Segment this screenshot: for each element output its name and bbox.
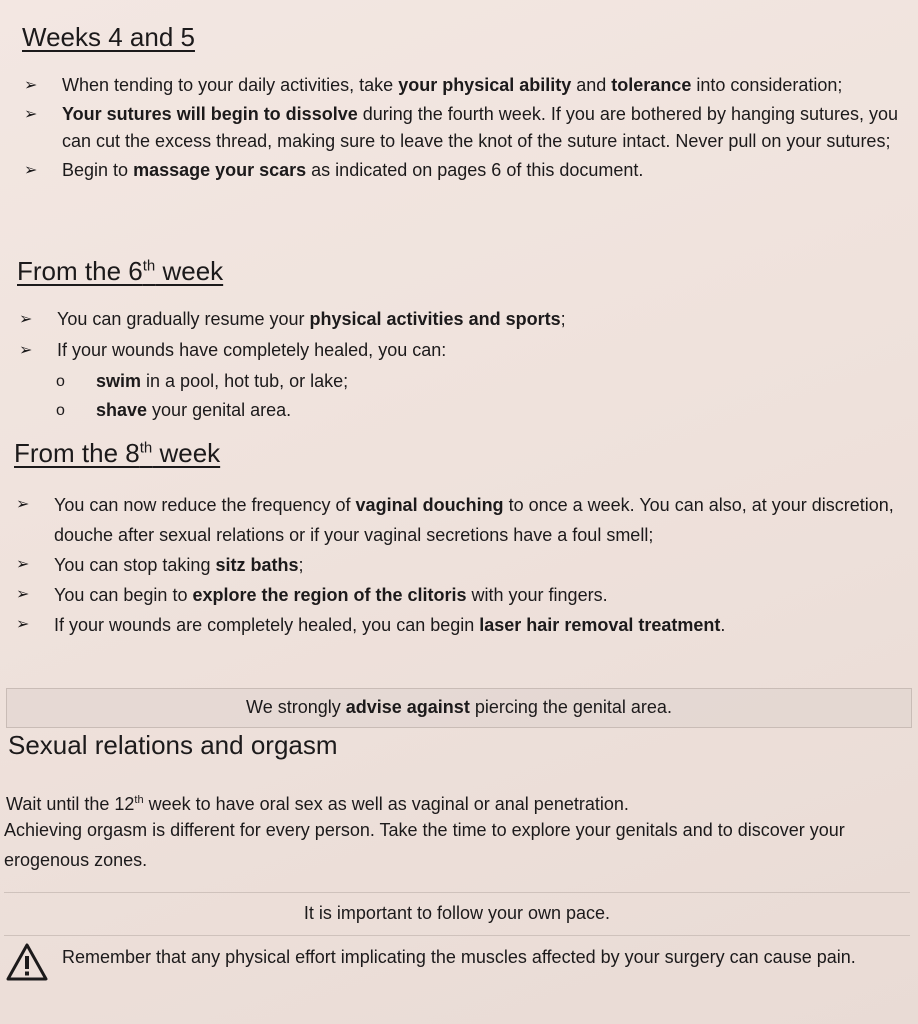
arrow-bullet-icon: ➢	[19, 311, 33, 328]
arrow-bullet-icon: ➢	[19, 342, 33, 359]
list-item: ➢ When tending to your daily activities, take your physical ability and tolerance into consideration;	[22, 72, 902, 99]
weeks-4-5-list	[22, 72, 902, 184]
arrow-bullet-icon: ➢	[16, 496, 30, 513]
paragraph-orgasm: Achieving orgasm is different for every person. Take the time to explore your genitals and to discover your erogenous zones.	[4, 820, 845, 870]
arrow-bullet-icon: ➢	[16, 616, 30, 633]
list-item: ➢ You can now reduce the frequency of vaginal douching to once a week. You can also, at your discretion, douche after sexual relations or if your vaginal secretions have a foul smell;	[14, 490, 894, 550]
list-item: ➢ If your wounds have completely healed, you can:	[17, 337, 897, 364]
heading-week-6: From the 6th week	[17, 256, 224, 286]
list-item: ➢ Begin to massage your scars as indicated on pages 6 of this document.	[22, 157, 902, 184]
warning-triangle-icon	[6, 942, 48, 982]
week-8-list	[14, 490, 894, 640]
circle-bullet-icon: o	[56, 402, 65, 419]
heading-sexual-relations: Sexual relations and orgasm	[8, 730, 338, 760]
arrow-bullet-icon: ➢	[16, 586, 30, 603]
list-item: ➢ If your wounds are completely healed, you can begin laser hair removal treatment.	[14, 610, 894, 640]
circle-bullet-icon: o	[56, 373, 65, 390]
pace-note: It is important to follow your own pace.	[4, 892, 910, 936]
heading-weeks-4-5: Weeks 4 and 5	[22, 22, 195, 52]
week-6-sublist	[48, 367, 848, 425]
advice-box: We strongly advise against piercing the genital area.	[6, 688, 912, 728]
warning-block	[6, 942, 896, 982]
list-item: o shave your genital area.	[48, 396, 848, 425]
list-item: ➢ You can begin to explore the region of the clitoris with your fingers.	[14, 580, 894, 610]
heading-week-8: From the 8th week	[14, 438, 221, 468]
list-item: o swim in a pool, hot tub, or lake;	[48, 367, 848, 396]
arrow-bullet-icon: ➢	[24, 106, 38, 123]
arrow-bullet-icon: ➢	[24, 162, 38, 179]
warning-text: Remember that any physical effort implicating the muscles affected by your surgery can cause pain.	[62, 947, 856, 967]
list-item: ➢ You can gradually resume your physical activities and sports;	[17, 306, 897, 333]
week-6-list	[17, 306, 897, 364]
arrow-bullet-icon: ➢	[24, 77, 38, 94]
paragraph-wait-12th-week: Wait until the 12th week to have oral sex as well as vaginal or anal penetration.	[6, 794, 629, 814]
list-item: ➢ You can stop taking sitz baths;	[14, 550, 894, 580]
list-item: ➢ Your sutures will begin to dissolve during the fourth week. If you are bothered by hanging sutures, you can cut the excess thread, making sure to leave the knot of the suture intact. Never pull on your sutures;	[22, 101, 902, 155]
arrow-bullet-icon: ➢	[16, 556, 30, 573]
